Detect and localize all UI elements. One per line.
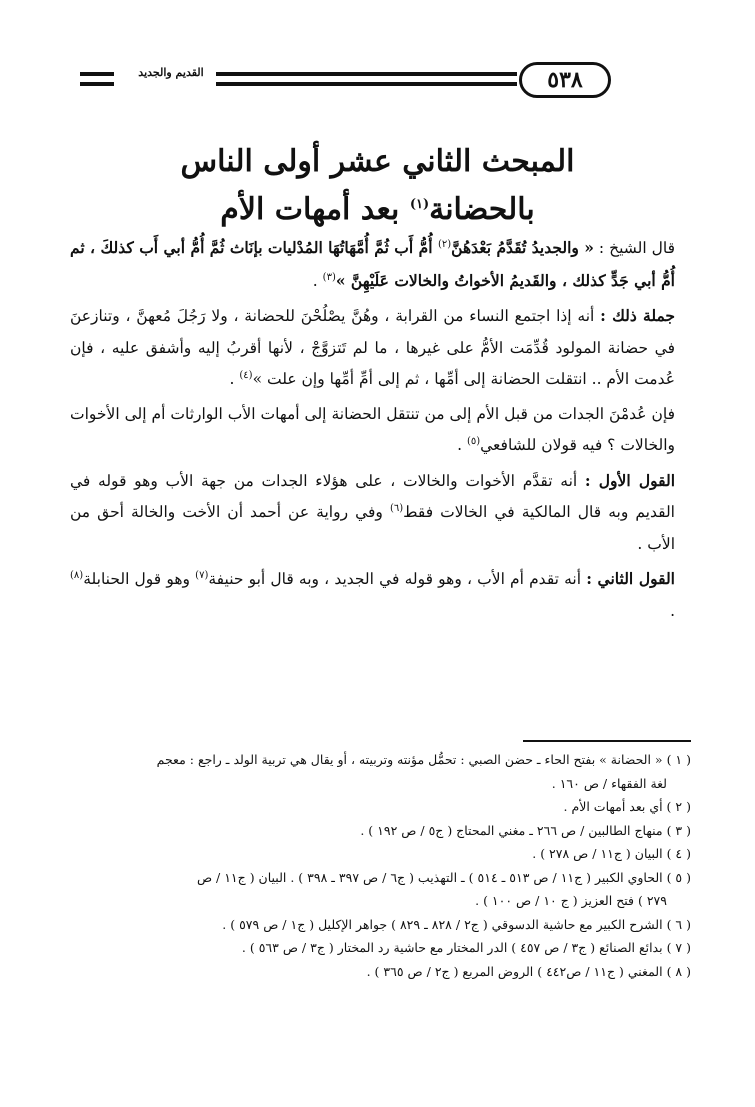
quoted-text: « والجديدُ تُقَدَّمُ بَعْدَهُنَّ bbox=[451, 238, 594, 257]
text-run: أنه إذا اجتمع النساء من القرابة ، وهُنَّ يصْلُحْنَ للحضانة ، ولا رَجُلَ مُعهنَّ ، وتنازعنَ في حضانة المولود قُدِّمَت الأمُّ على غيرها ، ما لم تَتزوَّجْ ، لأنها أقربُ إليه وأشفق عليه ، فإن عُدمت الأم .. انتقلت الحضانة إلى أمِّها ، ثم إلى أمِّ أمِّها وإن علت » bbox=[70, 307, 675, 388]
footnote-ref: (٤) bbox=[239, 369, 253, 381]
title-text: بعد أمهات الأم bbox=[220, 192, 410, 227]
header-rule-stub bbox=[80, 82, 114, 86]
text-run: وهو قول الحنابلة bbox=[83, 570, 196, 588]
text-run: . bbox=[312, 271, 323, 290]
paragraph-label: القول الثاني : bbox=[586, 569, 675, 588]
text-run: فإن عُدمْنَ الجدات من قبل الأم إلى من تنتقل الحضانة إلى أمهات الأب الوارثات أم إلى الأخوات والخالات ؟ فيه قولان للشافعي bbox=[70, 404, 675, 454]
paragraph bbox=[70, 232, 691, 297]
main-text bbox=[70, 232, 691, 630]
running-title: القديم والجديد bbox=[138, 66, 204, 79]
footnotes bbox=[70, 748, 691, 983]
text-run: . bbox=[457, 436, 467, 454]
footnote-ref: (٨) bbox=[70, 569, 84, 581]
text-run: قال الشيخ : bbox=[593, 239, 675, 257]
footnote-ref: (١) bbox=[409, 197, 430, 212]
title-line-1: المبحث الثاني عشر أولى الناس bbox=[180, 144, 575, 179]
footnote-text: لغة الفقهاء / ص ١٦٠ . bbox=[551, 775, 667, 791]
paragraph bbox=[70, 300, 691, 396]
header-rule bbox=[216, 72, 517, 76]
text-run: . bbox=[229, 370, 240, 388]
text-run: أنه تقدَّم الأخوات والخالات ، على هؤلاء الجدات من جهة الأب وهو قوله في القديم وبه قال المالكية في الخالات فقط bbox=[70, 471, 675, 521]
header-rule-stub bbox=[80, 72, 114, 76]
footnote-ref: (٥) bbox=[466, 435, 481, 447]
footnote-2: ( ٢ ) أي بعد أمهات الأم . bbox=[563, 799, 691, 814]
footnote-text: « الحضانة » بفتح الحاء ـ حضن الصبي : تحمُّل مؤنته وتربيته ، أو يقال هي تربية الولد ـ راجع : معجم bbox=[156, 752, 667, 767]
paragraph bbox=[70, 563, 691, 627]
page-number: ٥٣٨ bbox=[519, 62, 611, 98]
paragraph-label: القول الأول : bbox=[584, 470, 675, 490]
text-run: أنه تقدم أم الأب ، وهو قوله في الجديد ، وبه قال أبو حنيفة bbox=[208, 570, 587, 588]
footnote-ref: (٣) bbox=[322, 271, 336, 283]
text-run: وفي رواية عن أحمد أن الأخت والخالة أحق من الأب . bbox=[70, 503, 675, 553]
paragraph-label: جملة ذلك : bbox=[600, 306, 676, 325]
section-title bbox=[60, 138, 695, 234]
header-rule bbox=[216, 82, 517, 86]
footnote-6: ( ٦ ) الشرح الكبير مع حاشية الدسوقي ( ج٢ / ٨٢٨ ـ ٨٢٩ ) جواهر الإكليل ( ج١ / ص ٥٧٩ ) . bbox=[222, 916, 691, 932]
footnote-text: ( ٥ ) الحاوي الكبير ( ج١١ / ص ٥١٣ ـ ٥١٤ ) ـ التهذيب ( ج٦ / ص ٣٩٧ ـ ٣٩٨ ) . البيان ( ج١١ / ص bbox=[196, 869, 691, 885]
footnote-number: ( ١ ) bbox=[666, 752, 691, 767]
footnote-5 bbox=[70, 866, 691, 913]
footnote-8: ( ٨ ) المغني ( ج١١ / ص٤٤٢ ) الروض المربع ( ج٢ / ص ٣٦٥ ) . bbox=[366, 963, 691, 979]
footnote-4: ( ٤ ) البيان ( ج١١ / ص ٢٧٨ ) . bbox=[532, 846, 691, 861]
title-text: بالحضانة bbox=[429, 192, 535, 227]
footnote-ref: (٦) bbox=[389, 502, 404, 514]
quoted-text: أُمُّ أَب ثُمَّ أُمَّهَاتُهَا المُدْليات بإنَاث ثُمَّ أُمُّ أبي أَب كذلكَ ، ثم أُمُّ أبي جَدٍّ كذلك ، والقَديمُ الأخواتُ والخالات عَلَيْهِنَّ » bbox=[70, 238, 675, 290]
footnote-text: ٢٧٩ ) فتح العزيز ( ج ١٠ / ص ١٠٠ ) . bbox=[475, 893, 667, 908]
footnote-3: ( ٣ ) منهاج الطالبين / ص ٢٦٦ ـ مغني المحتاج ( ج٥ / ص ١٩٢ ) . bbox=[360, 822, 691, 838]
paragraph bbox=[70, 465, 691, 561]
footnote-divider bbox=[523, 740, 691, 742]
text-run: . bbox=[670, 601, 675, 620]
footnote-ref: (٧) bbox=[195, 569, 209, 581]
paragraph bbox=[70, 399, 691, 462]
footnote-7: ( ٧ ) بدائع الصنائع ( ج٣ / ص ٤٥٧ ) الدر المختار مع حاشية رد المختار ( ج٣ / ص ٥٦٣ ) . bbox=[241, 940, 691, 955]
title-line-2 bbox=[60, 186, 695, 234]
footnote-1 bbox=[70, 748, 691, 795]
page-header bbox=[66, 62, 703, 104]
footnote-ref: (٢) bbox=[437, 238, 452, 250]
